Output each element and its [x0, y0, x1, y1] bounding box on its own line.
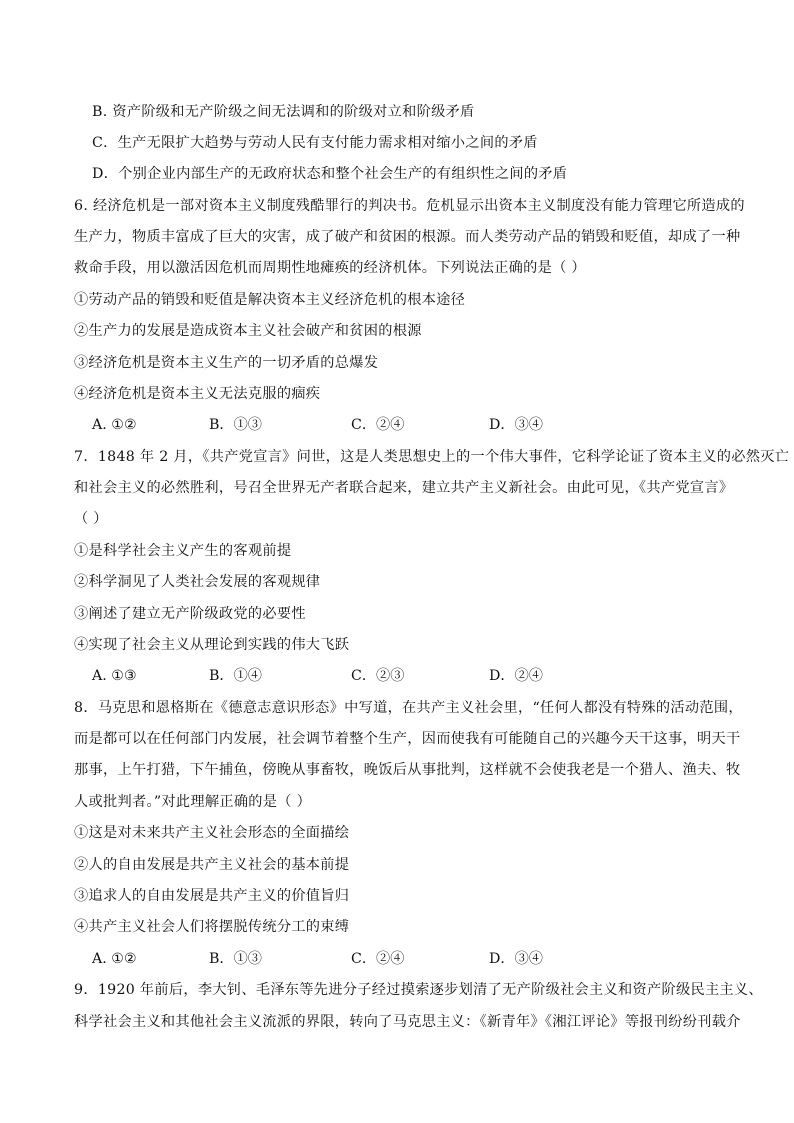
q7-option-a[interactable]: A. ①③ [92, 668, 137, 684]
q7-option-c[interactable]: C．②③ [351, 668, 405, 684]
q7-option-d[interactable]: D．②④ [489, 668, 543, 684]
q6-statement-2: ②生产力的发展是造成资本主义社会破产和贫困的根源 [74, 323, 422, 339]
q6-options [92, 415, 612, 435]
q7-stem-line-3: （ ） [74, 511, 108, 527]
q8-option-a[interactable]: A. ①② [92, 951, 137, 967]
q8-statement-2: ②人的自由发展是共产主义社会的基本前提 [74, 857, 350, 873]
q8-statement-4: ④共产主义社会人们将摆脱传统分工的束缚 [74, 919, 350, 935]
q6-stem-line-3: 救命手段，用以激活因危机而周期性地瘫痪的经济机体。下列说法正确的是（ ） [74, 260, 586, 276]
q5-option-d: D．个别企业内部生产的无政府状态和整个社会生产的有组织性之间的矛盾 [92, 166, 568, 182]
q6-statement-3: ③经济危机是资本主义生产的一切矛盾的总爆发 [74, 355, 379, 371]
q8-option-b[interactable]: B．①③ [209, 951, 262, 967]
q5-option-b: B. 资产阶级和无产阶级之间无法调和的阶级对立和阶级矛盾 [92, 104, 475, 120]
q8-stem-line-3: 那事，上午打猎，下午捕鱼，傍晚从事畜牧，晚饭后从事批判，这样就不会使我老是一个猎人、渔夫、牧 [74, 762, 741, 778]
q7-statement-1: ①是科学社会主义产生的客观前提 [74, 543, 292, 559]
q8-stem-line-1: 8．马克思和恩格斯在《德意志意识形态》中写道，在共产主义社会里，“任何人都没有特殊的活动范围， [74, 700, 743, 716]
q7-statement-2: ②科学洞见了人类社会发展的客观规律 [74, 574, 321, 590]
q7-statement-4: ④实现了社会主义从理论到实践的伟大飞跃 [74, 637, 350, 653]
q7-options [92, 666, 612, 686]
q8-option-c[interactable]: C．②④ [351, 951, 405, 967]
q7-statement-3: ③阐述了建立无产阶级政党的必要性 [74, 606, 306, 622]
q6-option-d[interactable]: D．③④ [489, 417, 543, 433]
q8-option-d[interactable]: D．③④ [489, 951, 543, 967]
q6-statement-1: ①劳动产品的销毁和贬值是解决资本主义经济危机的根本途径 [74, 292, 466, 308]
q8-stem-line-2: 而是都可以在任何部门内发展，社会调节着整个生产，因而使我有可能随自己的兴趣今天干这事，明天干 [74, 731, 741, 747]
q6-option-b[interactable]: B．①③ [209, 417, 262, 433]
q6-option-a[interactable]: A. ①② [92, 417, 137, 433]
q6-statement-4: ④经济危机是资本主义无法克服的痼疾 [74, 386, 321, 402]
q8-stem-line-4: 人或批判者。”对此理解正确的是（ ） [74, 794, 312, 810]
q6-stem-line-1: 6. 经济危机是一部对资本主义制度残酷罪行的判决书。危机显示出资本主义制度没有能力管理它所造成的 [74, 198, 745, 214]
q9-stem-line-2: 科学社会主义和其他社会主义流派的界限，转向了马克思主义：《新青年》《湘江评论》等报刊纷纷刊载介 [74, 1014, 741, 1030]
q6-stem-line-2: 生产力，物质丰富成了巨大的灾害，成了破产和贫困的根源。而人类劳动产品的销毁和贬值，却成了一种 [74, 229, 741, 245]
q9-stem-line-1: 9．1920 年前后，李大钊、毛泽东等先进分子经过摸索逐步划清了无产阶级社会主义和资产阶级民主主义、 [74, 982, 763, 998]
q8-statement-3: ③追求人的自由发展是共产主义的价值旨归 [74, 888, 350, 904]
q5-option-c: C．生产无限扩大趋势与劳动人民有支付能力需求相对缩小之间的矛盾 [92, 135, 538, 151]
q7-stem-line-2: 和社会主义的必然胜利，号召全世界无产者联合起来，建立共产主义新社会。由此可见，《共产党宣言》 [74, 480, 734, 496]
q8-statement-1: ①这是对未来共产主义社会形态的全面描绘 [74, 825, 350, 841]
q7-option-b[interactable]: B．①④ [209, 668, 262, 684]
q7-stem-line-1: 7．1848 年 2 月，《共产党宣言》问世，这是人类思想史上的一个伟大事件，它科学论证了资本主义的必然灭亡 [74, 449, 790, 465]
q6-option-c[interactable]: C．②④ [351, 417, 405, 433]
q8-options [92, 949, 612, 969]
